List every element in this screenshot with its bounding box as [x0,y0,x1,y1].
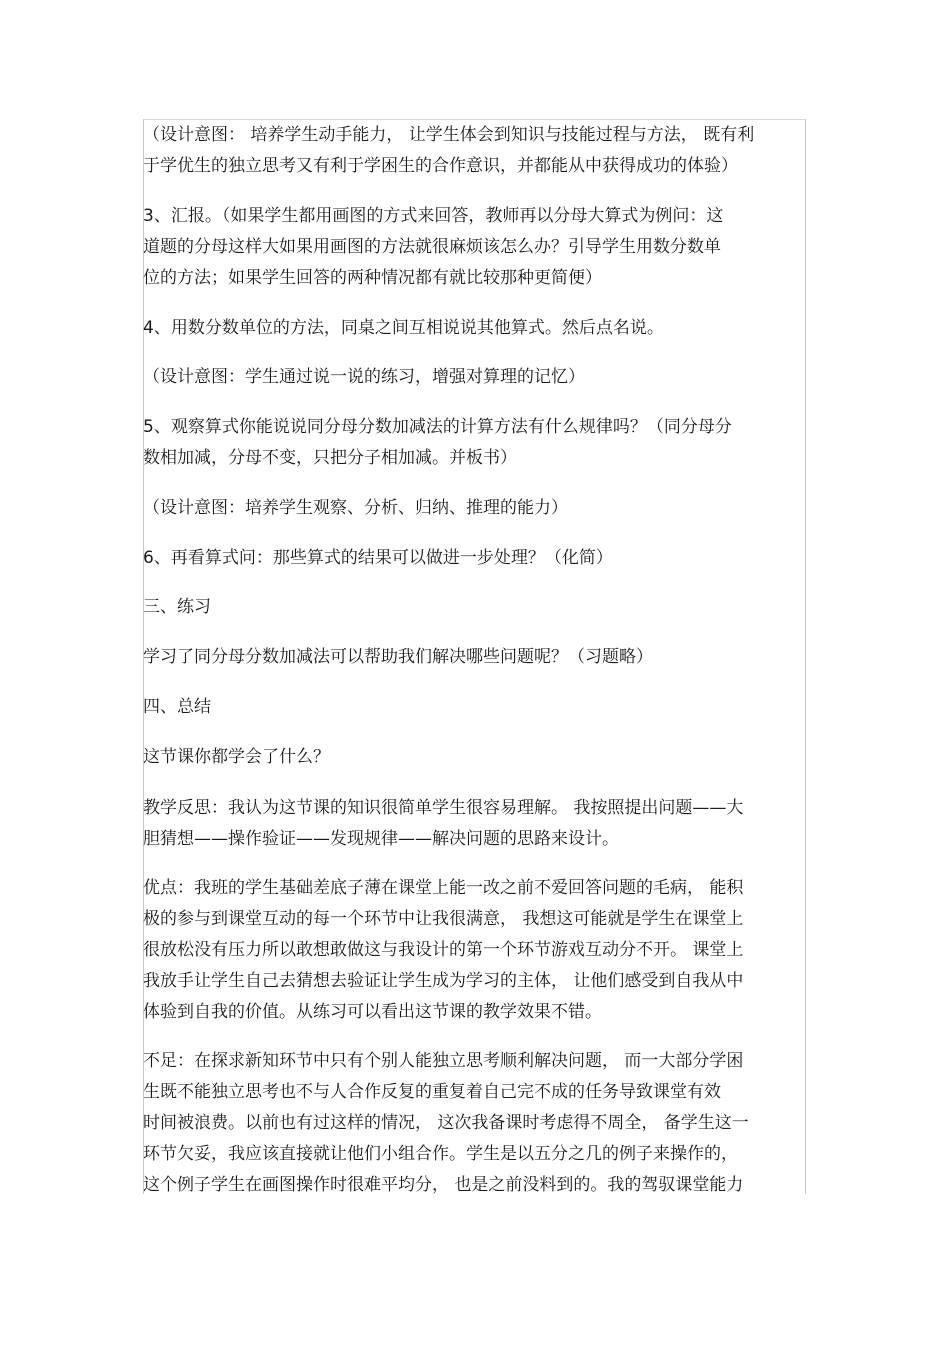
section-heading: 四、总结 [143,697,211,717]
text-line: 位的方法；如果学生回答的两种情况都有就比较那种更简便） [143,268,602,288]
text-line: （设计意图：培养学生观察、分析、归纳、推理的能力） [143,498,568,518]
text-line: 这节课你都学会了什么？ [143,747,330,767]
text-line: （设计意图：学生通过说一说的练习，增强对算理的记忆） [143,367,585,387]
text-line: 5、观察算式你能说说同分母分数加减法的计算方法有什么规律吗？（同分母分 [143,417,732,437]
text-line: 教学反思：我认为这节课的知识很简单学生很容易理解。 我按照提出问题——大 [143,798,744,818]
text-line: 于学优生的独立思考又有利于学困生的合作意识，并都能从中获得成功的体验） [143,156,738,176]
text-line: 4、用数分数单位的方法，同桌之间互相说说其他算式。然后点名说。 [143,318,664,338]
text-line: 时间被浪费。以前也有过这样的情况， 这次我备课时考虑得不周全， 备学生这一 [143,1113,749,1133]
text-line: （设计意图： 培养学生动手能力， 让学生体会到知识与技能过程与方法， 既有利 [143,125,755,145]
text-line: 极的参与到课堂互动的每一个环节中让我很满意， 我想这可能就是学生在课堂上 [143,909,744,929]
text-line: 很放松没有压力所以敢想敢做这与我设计的第一个环节游戏互动分不开。 课堂上 [143,940,744,960]
text-line: 我放手让学生自己去猜想去验证让学生成为学习的主体， 让他们感受到自我从中 [143,971,744,991]
text-line: 不足：在探求新知环节中只有个别人能独立思考顺利解决问题， 而一大部分学困 [143,1051,744,1071]
text-line: 道题的分母这样大如果用画图的方法就很麻烦该怎么办？引导学生用数分数单 [143,237,721,257]
text-line: 生既不能独立思考也不与人合作反复的重复着自己完不成的任务导致课堂有效 [143,1082,721,1102]
section-heading: 三、练习 [143,597,211,617]
text-line: 学习了同分母分数加减法可以帮助我们解决哪些问题呢？（习题略） [143,647,653,667]
text-line: 胆猜想——操作验证——发现规律——解决问题的思路来设计。 [143,829,619,849]
text-line: 体验到自我的价值。从练习可以看出这节课的教学效果不错。 [143,1002,602,1022]
text-line: 数相加减，分母不变，只把分子相加减。并板书） [143,448,517,468]
text-line: 优点：我班的学生基础差底子薄在课堂上能一改之前不爱回答问题的毛病， 能积 [143,878,744,898]
text-line: 环节欠妥，我应该直接就让他们小组合作。学生是以五分之几的例子来操作的， [143,1144,738,1164]
text-line: 3、汇报。（如果学生都用画图的方式来回答，教师再以分母大算式为例问：这 [143,206,724,226]
text-line: 6、再看算式问：那些算式的结果可以做进一步处理？（化简） [143,548,613,568]
text-line: 这个例子学生在画图操作时很难平均分， 也是之前没料到的。我的驾驭课堂能力 [143,1175,744,1195]
